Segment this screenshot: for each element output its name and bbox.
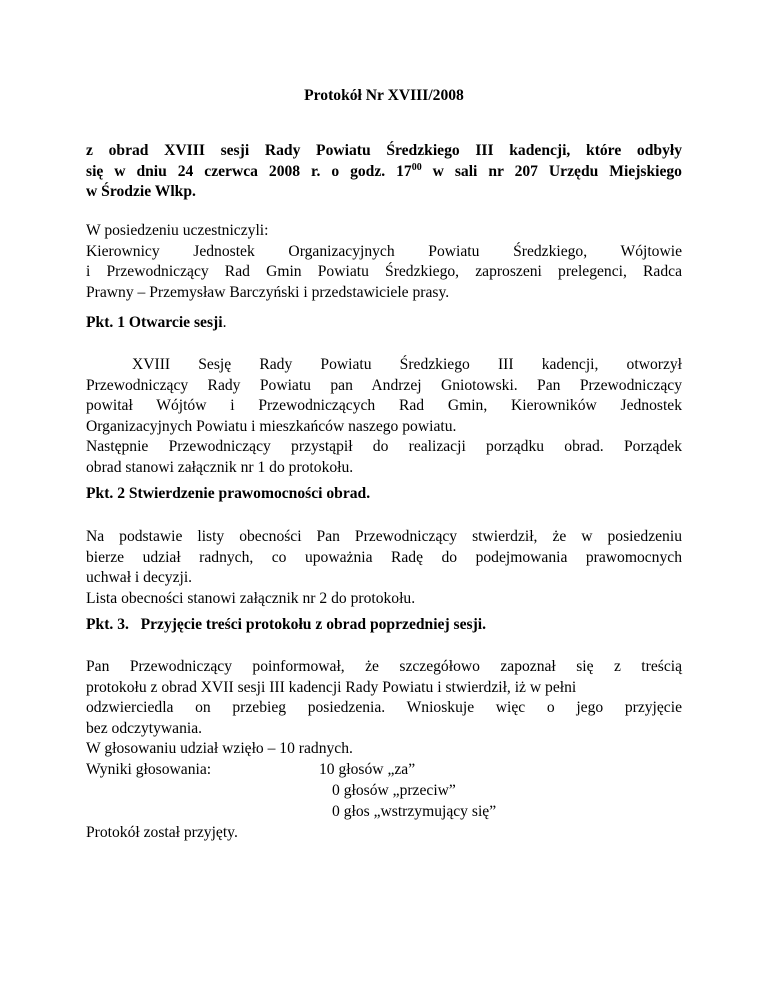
pkt1-line: XVIII Sesję Rady Powiatu Średzkiego III kadencji, otworzył bbox=[132, 356, 682, 373]
pkt2-line: bierze udział radnych, co upoważnia Radę do podejmowania prawomocnych bbox=[86, 548, 682, 566]
pkt3-line: bez odczytywania. bbox=[86, 719, 203, 737]
pkt2-line: uchwał i decyzji. bbox=[86, 569, 193, 586]
pkt3-line: odzwierciedla on przebieg posiedzenia. Wnioskuje więc o jego przyjęcie bbox=[86, 699, 682, 716]
intro-line: z obrad XVIII sesji Rady Powiatu Średzkiego III kadencji, które odbyły bbox=[86, 142, 682, 159]
pkt3-conclusion: Protokół został przyjęty. bbox=[86, 824, 238, 841]
section-heading-pkt1 bbox=[86, 313, 226, 333]
pkt1-paragraph bbox=[86, 355, 682, 478]
intro-time-superscript: 00 bbox=[411, 161, 422, 173]
pkt3-line: protokołu z obrad XVII sesji III kadencji Rady Powiatu i stwierdził, iż w pełni bbox=[86, 678, 577, 696]
section-heading-pkt3: Pkt. 3. Przyjęcie treści protokołu z obrad poprzedniej sesji. bbox=[86, 616, 487, 633]
attendance-line: i Przewodniczący Rad Gmin Powiatu Średzkiego, zaproszeni prelegenci, Radca bbox=[86, 263, 682, 280]
pkt2-line: Lista obecności stanowi załącznik nr 2 do protokołu. bbox=[86, 589, 416, 607]
intro-line: w Środzie Wlkp. bbox=[86, 183, 196, 200]
vote-results-label: Wyniki głosowania: bbox=[86, 761, 212, 778]
intro-place-text: w sali nr 207 Urzędu Miejskiego bbox=[421, 162, 682, 180]
intro-paragraph bbox=[86, 141, 682, 203]
document-title: Protokół Nr XVIII/2008 bbox=[304, 87, 464, 104]
pkt1-line: powitał Wójtów i Przewodniczących Rad Gmin, Kierowników Jednostek bbox=[86, 397, 682, 414]
pkt1-line: Organizacyjnych Powiatu i mieszkańców naszego powiatu. bbox=[86, 417, 457, 435]
pkt3-paragraph bbox=[86, 657, 682, 760]
intro-line-date bbox=[86, 162, 682, 183]
pkt1-heading-text: Pkt. 1 Otwarcie sesji bbox=[86, 314, 223, 331]
section-heading-pkt2: Pkt. 2 Stwierdzenie prawomocności obrad. bbox=[86, 485, 371, 502]
vote-for: 10 głosów „za” bbox=[319, 761, 416, 778]
attendance-line: Kierownicy Jednostek Organizacyjnych Powiatu Średzkiego, Wójtowie bbox=[86, 242, 682, 260]
pkt2-line: Na podstawie listy obecności Pan Przewodniczący stwierdził, że w posiedzeniu bbox=[86, 528, 682, 545]
vote-abstain: 0 głos „wstrzymujący się” bbox=[332, 803, 497, 820]
vote-against: 0 głosów „przeciw” bbox=[332, 782, 456, 799]
pkt2-paragraph bbox=[86, 527, 682, 609]
pkt1-line: Następnie Przewodniczący przystąpił do realizacji porządku obrad. Porządek bbox=[86, 438, 682, 455]
pkt1-line: Przewodniczący Rady Powiatu pan Andrzej Gniotowski. Pan Przewodniczący bbox=[86, 376, 682, 394]
attendance-line: Prawny – Przemysław Barczyński i przedstawiciele prasy. bbox=[86, 283, 450, 301]
pkt1-heading-period: . bbox=[222, 314, 227, 331]
pkt1-line: obrad stanowi załącznik nr 1 do protokołu. bbox=[86, 458, 354, 476]
pkt3-participation: W głosowaniu udział wzięło – 10 radnych. bbox=[86, 740, 353, 757]
intro-date-text: się w dniu 24 czerwca 2008 r. o godz. 17 bbox=[86, 162, 412, 180]
attendance-line: W posiedzeniu uczestniczyli: bbox=[86, 222, 269, 239]
pkt3-line: Pan Przewodniczący poinformował, że szczegółowo zapoznał się z treścią bbox=[86, 658, 682, 675]
attendance-paragraph bbox=[86, 221, 682, 303]
